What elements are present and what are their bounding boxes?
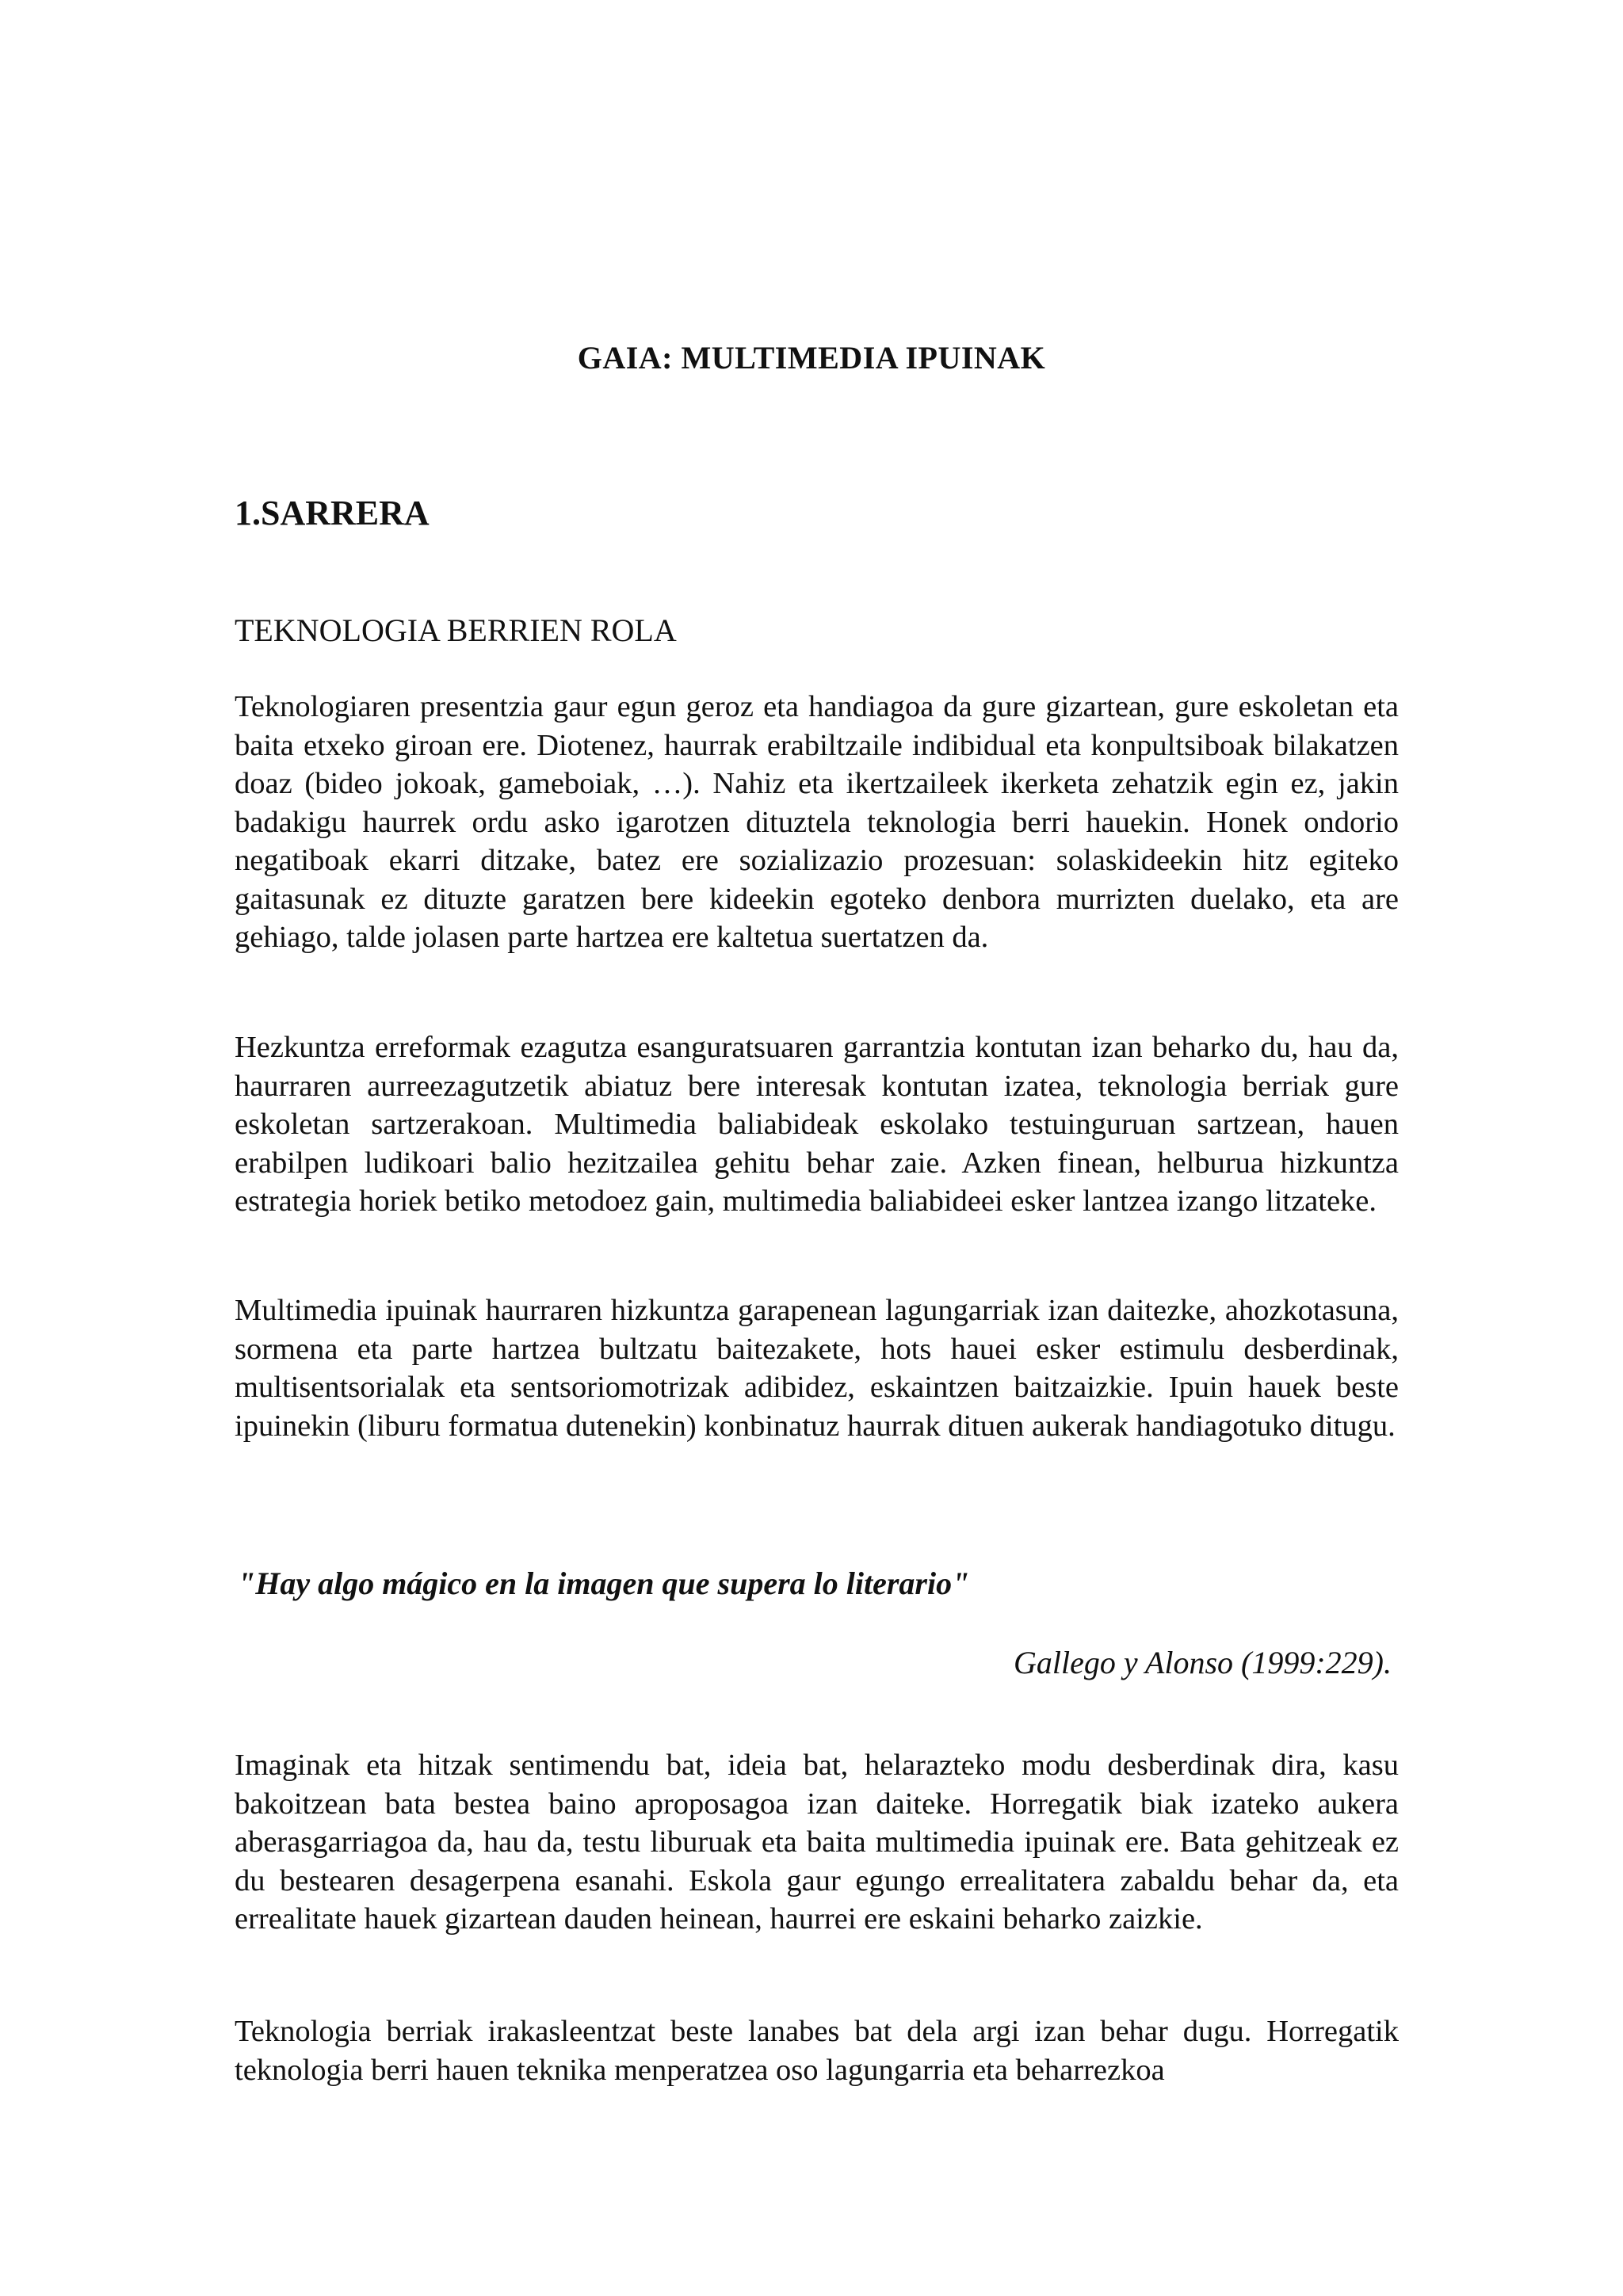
paragraph-2: Hezkuntza erreformak ezagutza esanguratsuaren garrantzia kontutan izan beharko du, hau da, haurraren aurreezagutzetik abiatuz bere interesak kontutan izatea, teknologia berriak gure eskoletan sartzerakoan. Multimedia baliabideak eskolako testuinguruan sartzean, hauen erabilpen ludikoari balio hezitzailea gehitu behar zaie. Azken finean, helburua hizkuntza estrategia horiek betiko metodoez gain, multimedia baliabideei esker lantzea izango litzateke. <box>235 1031 1399 1218</box>
subheading: TEKNOLOGIA BERRIEN ROLA <box>235 612 677 648</box>
paragraph-3: Multimedia ipuinak haurraren hizkuntza garapenean lagungarriak izan daitezke, ahozkotasuna, sormena eta parte hartzea bultzatu baitezakete, hots hauei esker estimulu desberdinak, multisentsorialak eta sentsoriomotrizak adibidez, eskaintzen baitzaizkie. Ipuin hauek beste ipuinekin (liburu formatua dutenekin) konbinatuz haurrak dituen aukerak handiagotuko ditugu. <box>235 1294 1399 1443</box>
section-heading: 1.SARRERA <box>235 494 430 532</box>
document-title: GAIA: MULTIMEDIA IPUINAK <box>577 340 1046 376</box>
paragraph-5: Teknologia berriak irakasleentzat beste lanabes bat dela argi izan behar dugu. Horregatik teknologia berri hauen teknika menperatzea oso lagungarria eta beharrezkoa <box>235 2015 1399 2087</box>
citation: Gallego y Alonso (1999:229). <box>1014 1645 1392 1680</box>
quote: "Hay algo mágico en la imagen que supera lo literario" <box>238 1566 970 1601</box>
paragraph-4: Imaginak eta hitzak sentimendu bat, ideia bat, helarazteko modu desberdinak dira, kasu bakoitzean bata bestea baino aproposagoa izan daiteke. Horregatik biak izateko aukera aberasgarriagoa da, hau da, testu liburuak eta baita multimedia ipuinak ere. Bata gehitzeak ez du bestearen desagerpena esanahi. Eskola gaur egungo errealitatera zabaldu behar da, eta errealitate hauek gizartean dauden heinean, haurrei ere eskaini beharko zaizkie. <box>235 1749 1399 1936</box>
paragraph-1: Teknologiaren presentzia gaur egun geroz eta handiagoa da gure gizartean, gure eskoletan eta baita etxeko giroan ere. Diotenez, haurrak erabiltzaile indibidual eta konpultsiboak bilakatzen doaz (bideo jokoak, gameboiak, …). Nahiz eta ikertzaileek ikerketa zehatzik egin ez, jakin badakigu haurrek ordu asko igarotzen dituztela teknologia berri hauekin. Honek ondorio negatiboak ekarri ditzake, batez ere sozializazio prozesuan: solaskideekin hitz egiteko gaitasunak ez dituzte garatzen bere kideekin egoteko denbora murrizten duelako, eta are gehiago, talde jolasen parte hartzea ere kaltetua suertatzen da. <box>235 690 1399 954</box>
